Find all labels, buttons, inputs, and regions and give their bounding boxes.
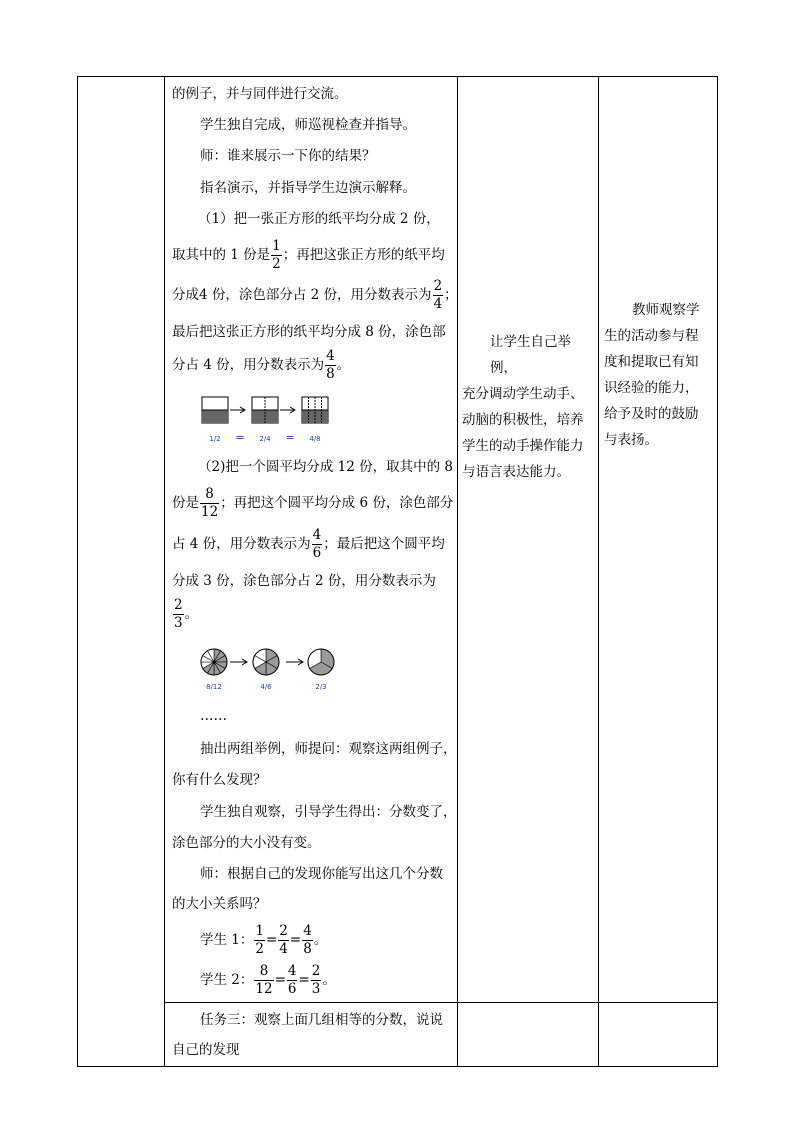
fraction-label: 8/12 xyxy=(206,683,222,691)
intent-line: 与语言表达能力。 xyxy=(462,464,570,480)
equals-label: = xyxy=(235,431,245,444)
arrow-icon xyxy=(280,407,295,413)
fraction-label: 4/6 xyxy=(260,683,272,691)
circle-thirds xyxy=(308,649,334,675)
example-2-line: 分成 3 份，涂色部分占 2 份，用分数表示为 xyxy=(172,573,436,589)
square-halves xyxy=(202,397,228,423)
fraction-label: 1/2 xyxy=(209,435,221,443)
row-divider xyxy=(164,1002,718,1003)
text-line: 涂色部分的大小没有变。 xyxy=(172,835,321,851)
table-divider-3 xyxy=(598,76,599,1066)
ellipsis: …… xyxy=(200,708,227,724)
eval-line: 给予及时的鼓励 xyxy=(604,406,699,422)
text-line: 学生独自完成，师巡视检查并指导。 xyxy=(200,117,416,133)
circle-twelfths xyxy=(201,649,227,675)
fraction: $\frac{2}{4}$ xyxy=(433,278,443,312)
table-border-right xyxy=(717,76,718,1066)
text-line: 抽出两组举例，师提问：观察这两组例子， xyxy=(200,741,457,757)
text-line: 指名演示，并指导学生边演示解释。 xyxy=(200,180,416,196)
fraction: $\frac{1}{2}$ xyxy=(255,923,264,957)
table-divider-1 xyxy=(164,76,165,1066)
intent-line: 充分调动学生动手、 xyxy=(462,386,584,402)
example-2-line: 占 4 份，用分数表示为 $\frac{4}{6}$ ；最后把这个圆平均 xyxy=(172,527,445,561)
fraction: $\frac{8}{12}$ xyxy=(201,486,219,520)
text-line: 的大小关系吗？ xyxy=(172,896,267,912)
evaluation-text xyxy=(604,297,716,453)
table-border-bottom xyxy=(77,1066,718,1067)
intent-line: 动脑的积极性，培养 xyxy=(462,412,584,428)
fraction: $\frac{4}{6}$ xyxy=(312,527,322,561)
fraction-label: 2/3 xyxy=(315,683,327,691)
arrow-icon xyxy=(230,407,245,413)
intent-line: 学生的动手操作能力 xyxy=(462,438,584,454)
eval-line: 与表扬。 xyxy=(604,432,658,448)
square-fraction-figure xyxy=(198,394,338,446)
student-2-answer: 学生 2： $\frac{8}{12}$ = $\frac{4}{6}$ = $\frac{2}{3}$ 。 xyxy=(200,963,336,997)
intent-line: 让学生自己举例， xyxy=(490,334,571,376)
circle-fraction-figure xyxy=(198,645,343,693)
example-1-line: 分成4 份，涂色部分占 2 份，用分数表示为 $\frac{2}{4}$ ； xyxy=(172,278,458,312)
example-1-line: 分占 4 份，用分数表示为 $\frac{4}{8}$ 。 xyxy=(172,348,351,382)
square-eighths xyxy=(302,397,328,423)
text-line: 师：谁来展示一下你的结果？ xyxy=(200,148,376,164)
table-divider-2 xyxy=(457,76,458,1066)
example-1-line: 最后把这张正方形的纸平均分成 8 份，涂色部 xyxy=(172,324,446,340)
text-line: 师：根据自己的发现你能写出这几个分数 xyxy=(200,866,443,882)
fraction: $\frac{1}{2}$ xyxy=(272,238,281,272)
example-2-line: 份是 $\frac{8}{12}$ ；再把这个圆平均分成 6 份，涂色部分 xyxy=(172,486,454,520)
fraction: $\frac{4}{8}$ xyxy=(303,923,312,957)
student-1-answer: 学生 1： $\frac{1}{2}$ = $\frac{2}{4}$ = $\frac{4}{8}$ 。 xyxy=(200,923,328,957)
example-1-line: （1）把一张正方形的纸平均分成 2 份， xyxy=(198,211,440,227)
table-border-left xyxy=(77,76,78,1066)
text-line: 的例子，并与同伴进行交流。 xyxy=(172,86,348,102)
fraction-label: 4/8 xyxy=(309,435,321,443)
circle-sixths xyxy=(253,649,279,675)
fraction: $\frac{2}{4}$ xyxy=(279,923,288,957)
eval-line: 生的活动参与程 xyxy=(604,328,699,344)
task-3-line: 自己的发现 xyxy=(172,1042,240,1058)
example-1-line: 取其中的 1 份是 $\frac{1}{2}$ ；再把这张正方形的纸平均 xyxy=(172,238,445,272)
eval-line: 识经验的能力， xyxy=(604,380,699,396)
text-line: 学生独自观察，引导学生得出：分数变了， xyxy=(200,804,457,820)
fraction: $\frac{2}{3}$ xyxy=(311,963,321,997)
example-2-line: $\frac{2}{3}$ 。 xyxy=(174,597,199,631)
square-quarters xyxy=(252,397,278,423)
arrow-icon xyxy=(230,659,247,665)
eval-line: 教师观察学 xyxy=(632,302,700,318)
fraction: $\frac{2}{3}$ xyxy=(174,597,183,631)
arrow-icon xyxy=(286,659,303,665)
example-2-line: （2)把一个圆平均分成 12 份，取其中的 8 xyxy=(198,459,453,475)
fraction: $\frac{4}{8}$ xyxy=(326,348,335,382)
fraction-label: 2/4 xyxy=(259,435,271,443)
text-line: 你有什么发现？ xyxy=(172,772,267,788)
eval-line: 度和提取已有知 xyxy=(604,354,699,370)
fraction: $\frac{8}{12}$ xyxy=(255,963,273,997)
table-border-top xyxy=(77,76,718,77)
task-3-line: 任务三：观察上面几组相等的分数，说说 xyxy=(200,1012,443,1028)
design-intent-text xyxy=(462,329,596,485)
equals-label: = xyxy=(285,431,295,444)
fraction: $\frac{4}{6}$ xyxy=(287,963,297,997)
